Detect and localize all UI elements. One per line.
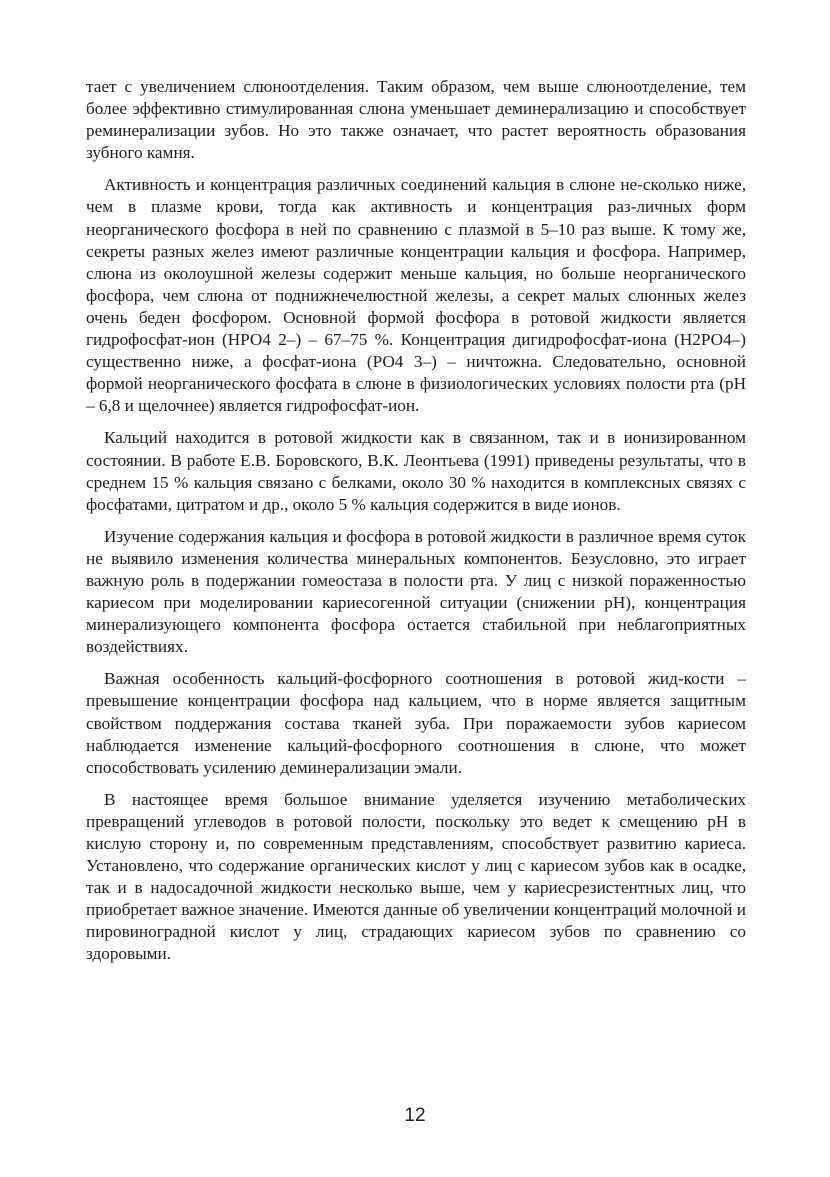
paragraph-calcium-phosphorus-ratio: Важная особенность кальций-фосфорного соотношения в ротовой жид-кости – превышение концентрации фосфора над кальцием, что в норме является защитным свойством поддержания состава тканей зуба. При поражаемости зубов кариесом наблюдается изменение кальций-фосфорного соотношения в слюне, что может способствовать усилению деминерализации эмали. bbox=[86, 669, 746, 777]
paragraph-calcium-states: Кальций находится в ротовой жидкости как в связанном, так и в ионизированном состоянии. В работе Е.В. Боровского, В.К. Леонтьева (1991) приведены результаты, что в среднем 15 % кальция связано с белками, около 30 % находится в комплексных связях с фосфатами, цитратом и др., около 5 % кальция содержится в виде ионов. bbox=[86, 428, 746, 514]
paragraph-calcium-phosphorus-activity: Активность и концентрация различных соединений кальция в слюне не-сколько ниже, чем в плазме крови, тогда как активность и концентрация раз-личных форм неорганического фосфора в ней по сравнению с плазмой в 5–10 раз выше. К тому же, секреты разных желез имеют различные концентрации кальция и фосфора. Например, слюна из околоушной железы содержит меньше кальция, но больше неорганического фосфора, чем слюна от поднижнечелюстной железы, а секрет малых слюнных желез очень беден фосфором. Основной формой фосфора в ротовой жидкости является гидрофосфат-ион (НРО4 2–) – 67–75 %. Концентрация дигидрофосфат-иона (Н2РО4–) существенно ниже, а фосфат-иона (РО4 3–) – ничтожна. Следовательно, основной формой неорганического фосфата в слюне в физиологических условиях полости рта (рН – 6,8 и щелочнее) является гидрофосфат-ион. bbox=[86, 175, 746, 416]
paragraph-continued: тает с увеличением слюноотделения. Таким образом, чем выше слюноотделение, тем более эффективно стимулированная слюна уменьшает деминерализацию и способствует реминерализации зубов. Но это также означает, что растет вероятность образования зубного камня. bbox=[86, 77, 746, 163]
page-number: 12 bbox=[404, 1105, 426, 1126]
body-text bbox=[86, 76, 746, 976]
paragraph-daily-variation: Изучение содержания кальция и фосфора в ротовой жидкости в различное время суток не выявило изменения количества минеральных компонентов. Безусловно, это играет важную роль в подержании гомеостаза в полости рта. У лиц с низкой пораженностью кариесом при моделировании кариесогенной ситуации (снижении рН), концентрация минерализующего компонента фосфора остается стабильной при неблагоприятных воздействиях. bbox=[86, 526, 746, 657]
paragraph-carbohydrate-metabolism: В настоящее время большое внимание уделяется изучению метаболических превращений углеводов в ротовой полости, поскольку это ведет к смещению рН в кислую сторону и, по современным представлениям, способствует развитию кариеса. Установлено, что содержание органических кислот у лиц с кариесом зубов как в осадке, так и в надосадочной жидкости несколько выше, чем у кариесрезистентных лиц, что приобретает важное значение. Имеются данные об увеличении концентраций молочной и пировиноградной кислот у лиц, страдающих кариесом зубов по сравнению со здоровыми. bbox=[86, 789, 746, 964]
